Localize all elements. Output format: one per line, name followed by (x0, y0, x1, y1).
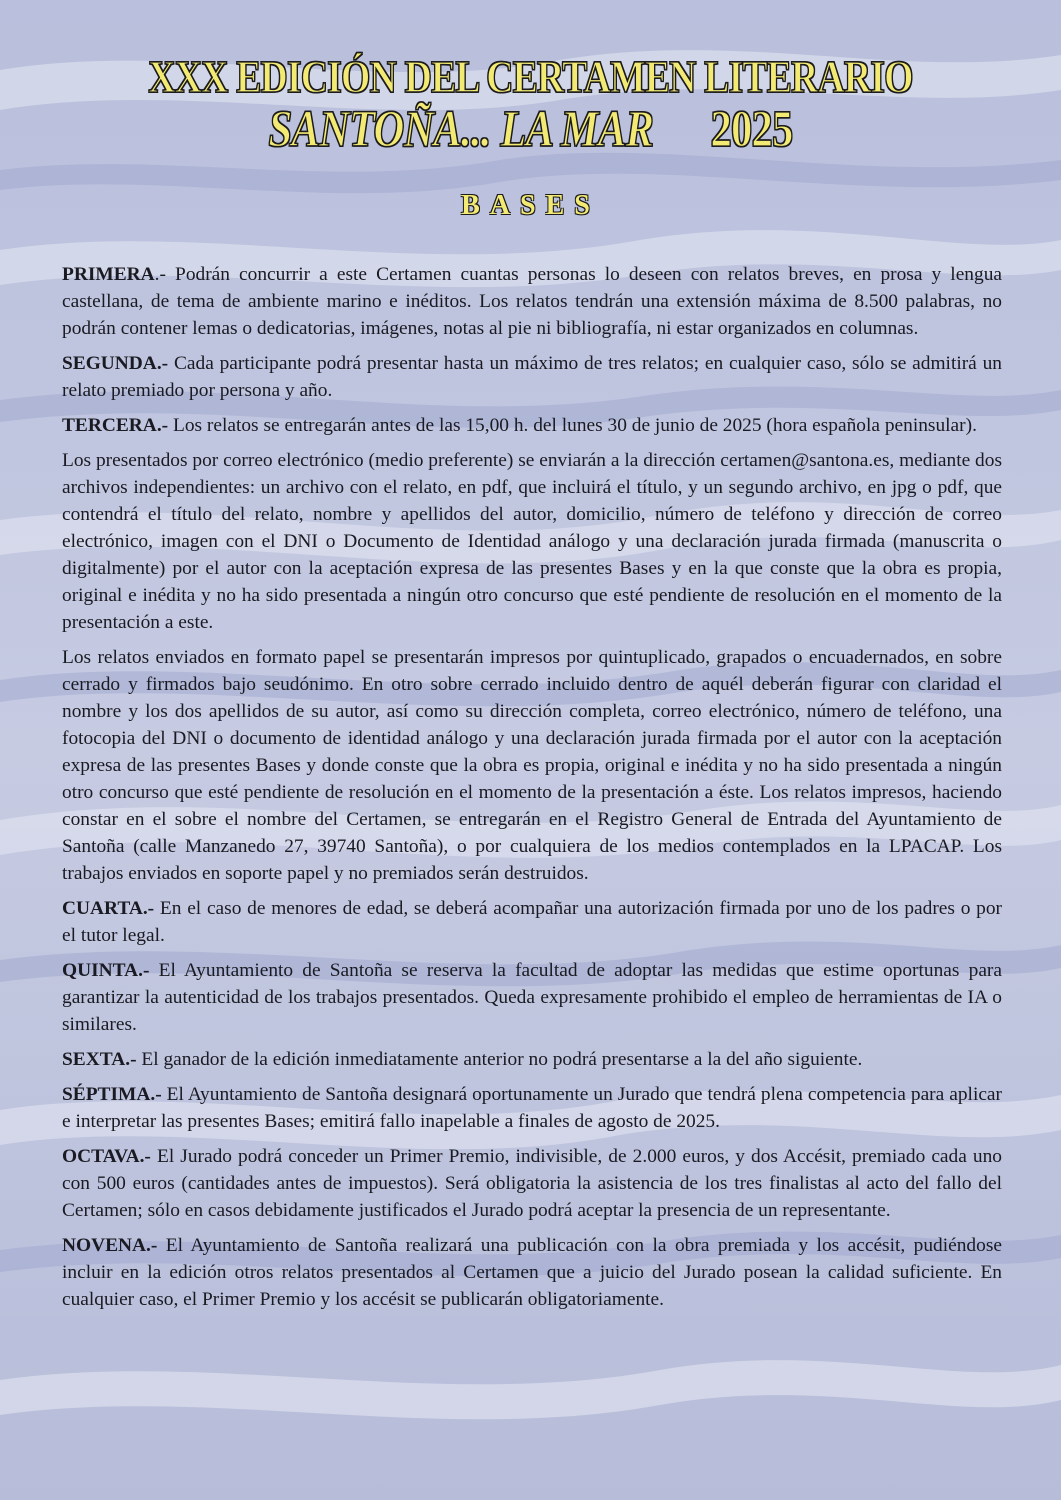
clause-septima (62, 1081, 1002, 1135)
clause-tercera-email (62, 447, 1002, 636)
clause-text: El ganador de la edición inmediatamente anterior no podrá presentarse a la del año siguiente. (141, 1049, 863, 1070)
bases-body (62, 261, 1002, 1321)
clause-text: En el caso de menores de edad, se deberá acompañar una autorización firmada por uno de los padres o por el tutor legal. (62, 898, 1002, 946)
title-line-2 (95, 100, 965, 159)
clause-text: Los relatos se entregarán antes de las 15,00 h. del lunes 30 de junio de 2025 (hora española peninsular). (172, 415, 977, 436)
clause-text: El Ayuntamiento de Santoña se reserva la facultad de adoptar las medidas que estime oportunas para garantizar la autenticidad de los trabajos presentados. Queda expresamente prohibido el empleo de herramientas de IA o similares. (62, 960, 1002, 1035)
clause-label: NOVENA.- (62, 1235, 158, 1256)
title-santona-la-mar: SANTOÑA... LA MAR (268, 101, 654, 158)
clause-label: SEGUNDA.- (62, 353, 169, 374)
clause-label: TERCERA.- (62, 415, 169, 436)
clause-quinta (62, 957, 1002, 1038)
title-year: 2025 (710, 101, 793, 158)
clause-text: Los relatos enviados en formato papel se presentarán impresos por quintuplicado, grapados o encuadernados, en sobre cerrado y firmados bajo seudónimo. En otro sobre cerrado incluido dentro de aquél deberán figurar con claridad el nombre y los dos apellidos de su autor, así como su dirección completa, correo electrónico, número de teléfono, una fotocopia del DNI o documento de identidad análogo y una declaración jurada firmada por el autor con la aceptación expresa de las presentes Bases y donde conste que la obra es propia, original e inédita y no ha sido presentada a ningún otro concurso que esté pendiente de resolución en el momento de la presentación a éste. Los relatos impresos, haciendo constar en el sobre el nombre del Certamen, se entregarán en el Registro General de Entrada del Ayuntamiento de Santoña (calle Manzanedo 27, 39740 Santoña), o por cualquiera de los medios contemplados en la LPACAP. Los trabajos enviados en soporte papel y no premiados serán destruidos. (62, 647, 1002, 884)
clause-primera: PRIMERA.- Podrán concurrir a este Certamen cuantas personas lo deseen con relatos breves, en prosa y lengua castellana, de tema de ambiente marino e inéditos. Los relatos tendrán una extensión máxima de 8.500 palabras, no podrán contener lemas o dedicatorias, imágenes, notas al pie ni bibliografía, ni estar organizados en columnas. (62, 264, 1002, 339)
clause-octava (62, 1143, 1002, 1224)
clause-cuarta (62, 895, 1002, 949)
clause-tercera-paper (62, 644, 1002, 887)
bases-heading: BASES (461, 190, 600, 221)
clause-text: Podrán concurrir a este Certamen cuantas personas lo deseen con relatos breves, en prosa y lengua castellana, de tema de ambiente marino e inéditos. Los relatos tendrán una extensión máxima de 8.500 palabras, no podrán contener lemas o dedicatorias, imágenes, notas al pie ni bibliografía, ni estar organizados en columnas. (62, 264, 1002, 339)
clause-label: CUARTA.- (62, 898, 155, 919)
clause-text: El Jurado podrá conceder un Primer Premio, indivisible, de 2.000 euros, y dos Accésit, premiado cada uno con 500 euros (cantidades antes de impuestos). Será obligatoria la asistencia de los tres finalistas al acto del fallo del Certamen; sólo en casos debidamente justificados el Jurado podrá aceptar la presencia de un representante. (62, 1146, 1002, 1221)
clause-tercera (62, 412, 1002, 439)
clause-label: OCTAVA.- (62, 1146, 151, 1167)
clause-label: PRIMERA (62, 264, 155, 285)
clause-text: Los presentados por correo electrónico (medio preferente) se enviarán a la dirección certamen@santona.es, mediante dos archivos independientes: un archivo con el relato, en pdf, que incluirá el título, y un segundo archivo, en jpg o pdf, que contendrá el título del relato, nombre y apellidos del autor, domicilio, número de teléfono y dirección de correo electrónico, imagen con el DNI o Documento de Identidad análogo y una declaración jurada firmada (manuscrita o digitalmente) por el autor con la aceptación expresa de las presentes Bases y en la que conste que la obra es propia, original e inédita y no ha sido presentada a ningún otro concurso que esté pendiente de resolución en el momento de la presentación a este. (62, 450, 1002, 633)
clause-text: El Ayuntamiento de Santoña realizará una publicación con la obra premiada y los accésit, pudiéndose incluir en la edición otros relatos presentados al Certamen que a juicio del Jurado posean la calidad suficiente. En cualquier caso, el Primer Premio y los accésit se publicarán obligatoriamente. (62, 1235, 1002, 1310)
clause-label: SEXTA.- (62, 1049, 137, 1070)
title-line-1: XXX EDICIÓN DEL CERTAMEN LITERARIO (148, 51, 913, 102)
clause-segunda (62, 350, 1002, 404)
clause-text: El Ayuntamiento de Santoña designará oportunamente un Jurado que tendrá plena competencia para aplicar e interpretar las presentes Bases; emitirá fallo inapelable a finales de agosto de 2025. (62, 1084, 1002, 1132)
clause-label: SÉPTIMA.- (62, 1084, 162, 1105)
clause-sexta (62, 1046, 1002, 1073)
clause-label: QUINTA.- (62, 960, 150, 981)
clause-novena (62, 1232, 1002, 1313)
clause-text: Cada participante podrá presentar hasta un máximo de tres relatos; en cualquier caso, sólo se admitirá un relato premiado por persona y año. (62, 353, 1002, 401)
